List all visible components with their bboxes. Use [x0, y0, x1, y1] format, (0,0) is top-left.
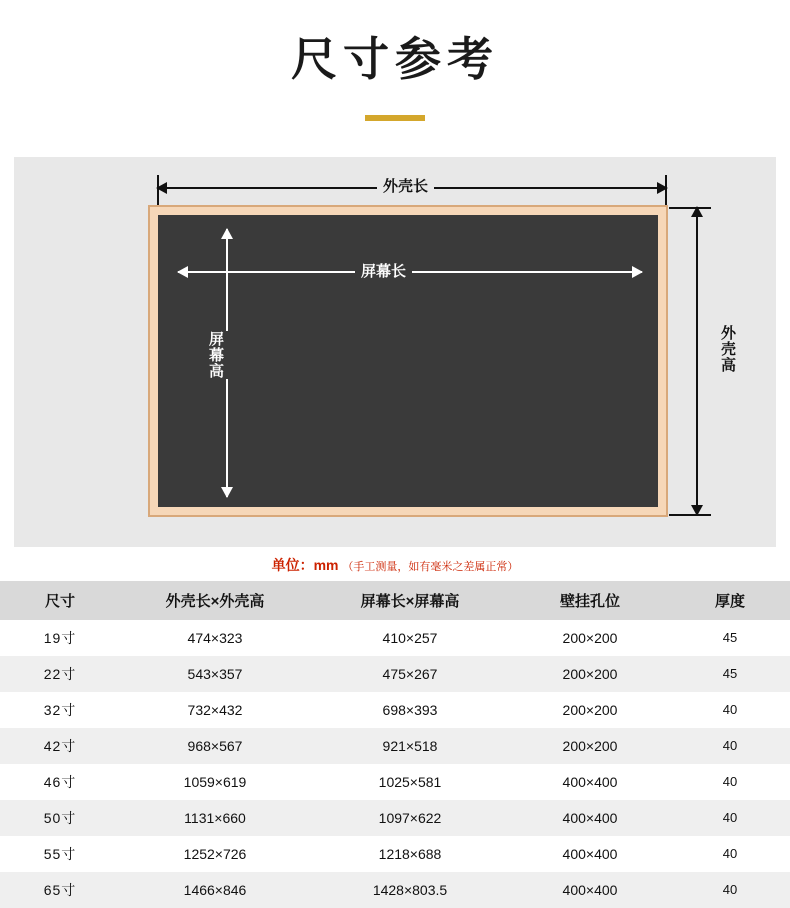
cell-vesa: 400×400: [510, 836, 670, 872]
cell-size: 46寸: [0, 764, 120, 800]
cell-size: 65寸: [0, 872, 120, 908]
cell-outer: 1466×846: [120, 872, 310, 908]
table-row: [0, 764, 790, 800]
cell-size: 42寸: [0, 728, 120, 764]
page-title: 尺寸参考: [291, 33, 499, 85]
cell-vesa: 200×200: [510, 692, 670, 728]
cell-thickness: 40: [670, 872, 790, 908]
cell-thickness: 40: [670, 764, 790, 800]
column-header-vesa: 壁挂孔位: [510, 581, 670, 620]
table-row: [0, 836, 790, 872]
cell-outer: 1252×726: [120, 836, 310, 872]
cell-screen: 1097×622: [310, 800, 510, 836]
cell-thickness: 45: [670, 620, 790, 656]
outer-height-arrow: [696, 207, 698, 515]
cell-vesa: 400×400: [510, 800, 670, 836]
cell-vesa: 400×400: [510, 872, 670, 908]
cell-screen: 1428×803.5: [310, 872, 510, 908]
table-row: [0, 800, 790, 836]
table-row: [0, 692, 790, 728]
spec-table: [0, 581, 790, 908]
cell-outer: 1131×660: [120, 800, 310, 836]
outer-width-tick-left: [157, 175, 159, 205]
screen-height-label: 屏幕高: [202, 331, 229, 379]
column-header-thickness: 厚度: [670, 581, 790, 620]
cell-thickness: 40: [670, 836, 790, 872]
screen-width-label: 屏幕长: [355, 264, 412, 279]
table-row: [0, 728, 790, 764]
unit-note-main: 单位：mm: [271, 556, 339, 573]
cell-screen: 921×518: [310, 728, 510, 764]
cell-size: 50寸: [0, 800, 120, 836]
outer-width-tick-right: [665, 175, 667, 205]
unit-note: [0, 555, 790, 575]
cell-screen: 1218×688: [310, 836, 510, 872]
cell-outer: 732×432: [120, 692, 310, 728]
cell-outer: 543×357: [120, 656, 310, 692]
outer-height-tick-top: [669, 207, 711, 209]
outer-width-label: 外壳长: [377, 179, 434, 194]
table-header-row: [0, 581, 790, 620]
cell-thickness: 40: [670, 692, 790, 728]
title-divider: [365, 115, 425, 121]
cell-screen: 698×393: [310, 692, 510, 728]
table-row: [0, 872, 790, 908]
cell-thickness: 45: [670, 656, 790, 692]
column-header-outer: 外壳长×外壳高: [120, 581, 310, 620]
cell-vesa: 400×400: [510, 764, 670, 800]
cell-outer: 474×323: [120, 620, 310, 656]
cell-outer: 1059×619: [120, 764, 310, 800]
cell-vesa: 200×200: [510, 620, 670, 656]
column-header-size: 尺寸: [0, 581, 120, 620]
cell-vesa: 200×200: [510, 656, 670, 692]
cell-size: 32寸: [0, 692, 120, 728]
unit-note-remark: （手工测量，如有毫米之差属正常）: [342, 560, 519, 573]
panel-frame: [148, 205, 668, 517]
cell-size: 22寸: [0, 656, 120, 692]
cell-thickness: 40: [670, 800, 790, 836]
cell-outer: 968×567: [120, 728, 310, 764]
table-row: [0, 656, 790, 692]
cell-vesa: 200×200: [510, 728, 670, 764]
cell-size: 55寸: [0, 836, 120, 872]
cell-screen: 410×257: [310, 620, 510, 656]
cell-thickness: 40: [670, 728, 790, 764]
cell-size: 19寸: [0, 620, 120, 656]
outer-height-tick-bottom: [669, 514, 711, 516]
outer-height-label: 外壳高: [714, 325, 741, 373]
column-header-screen: 屏幕长×屏幕高: [310, 581, 510, 620]
panel-screen: [158, 215, 658, 507]
table-row: [0, 620, 790, 656]
cell-screen: 475×267: [310, 656, 510, 692]
dimension-diagram: [14, 157, 776, 547]
cell-screen: 1025×581: [310, 764, 510, 800]
page-header: [0, 0, 790, 121]
